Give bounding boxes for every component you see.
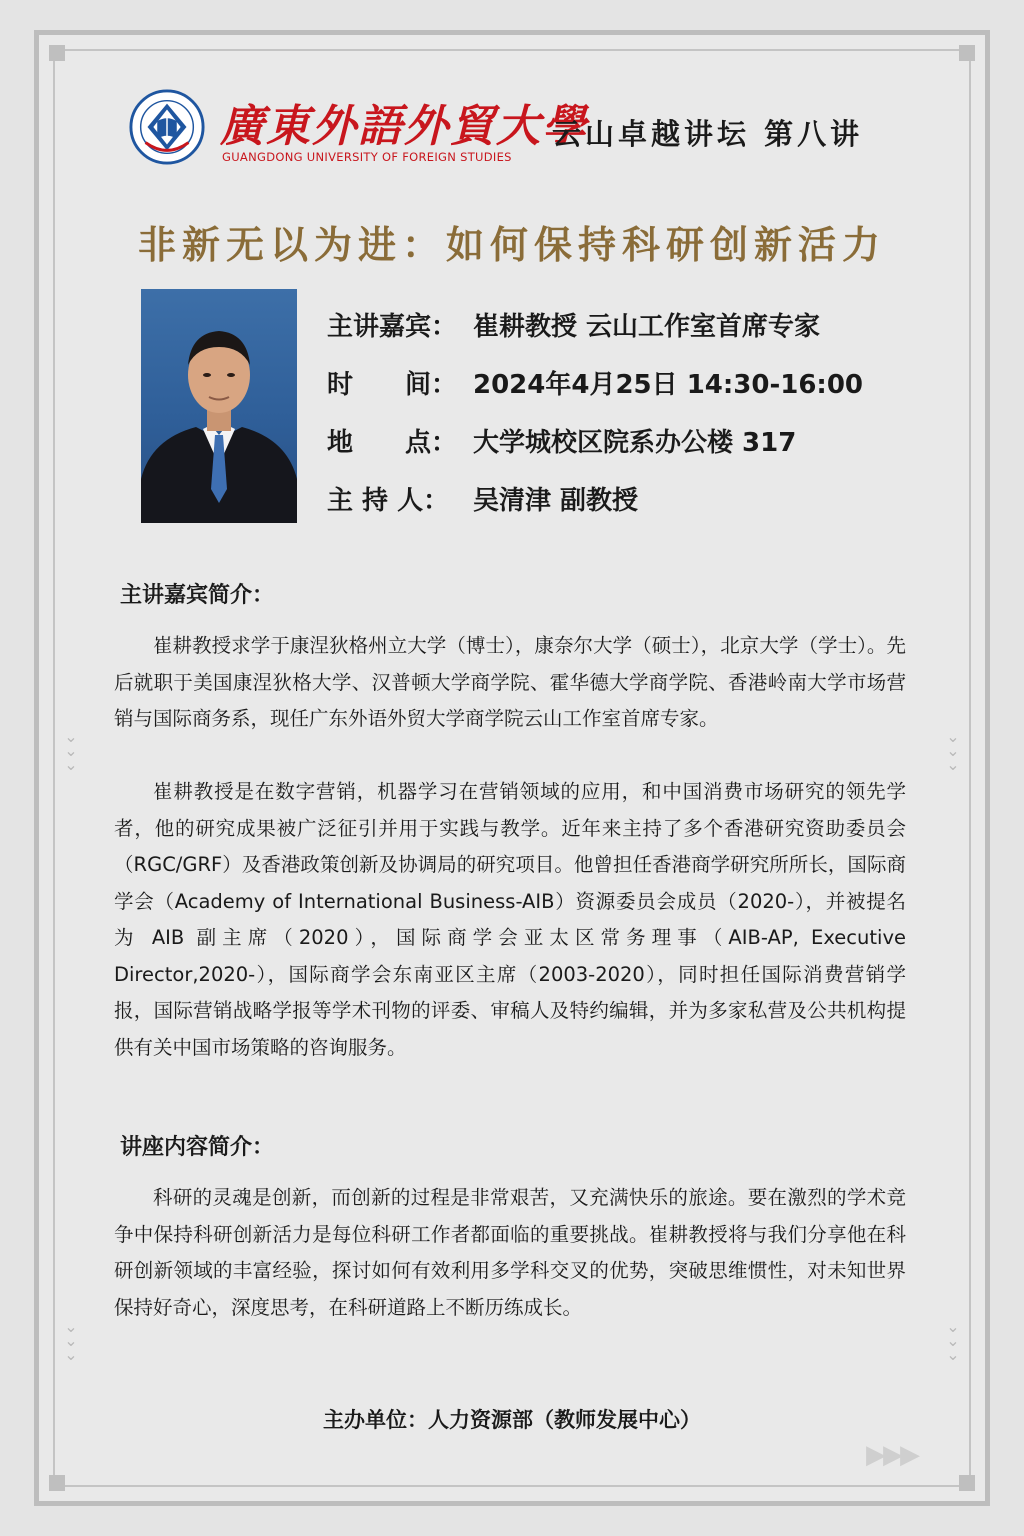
school-name-cn: 廣東外語外貿大學 <box>220 101 588 152</box>
host-row <box>327 480 863 538</box>
bio-paragraph-1: 崔耕教授求学于康涅狄格州立大学（博士），康奈尔大学（硕士），北京大学（学士）。先后就职于美国康涅狄格大学、汉普顿大学商学院、霍华德大学商学院、香港岭南大学市场营销与国际商务系，现任广东外语外贸大学商学院云山工作室首席专家。 <box>114 634 906 730</box>
speaker-photo <box>141 289 297 523</box>
corner-ornament <box>959 1475 975 1491</box>
bio-paragraph-2: 崔耕教授是在数字营销，机器学习在营销领域的应用，和中国消费市场研究的领先学者，他的研究成果被广泛征引并用于实践与教学。近年来主持了多个香港研究资助委员会（RGC/GRF）及香港政策创新及协调局的研究项目。他曾担任香港商学研究所所长，国际商学会（Academy of International Business-AIB）资源委员会成员（2020-），并被提名为 AIB 副主席（2020），国际商学会亚太区常务理事（AIB-AP, Executive Director,2020-），国际商学会东南亚区主席（2003-2020），同时担任国际消费营销学报，国际营销战略学报等学术刊物的评委、审稿人及特约编辑，并为多家私营及公共机构提供有关中国市场策略的咨询服务。 <box>114 780 906 1059</box>
speaker-row <box>327 306 863 364</box>
host-value: 吴清津 副教授 <box>473 486 639 516</box>
chevron-down-icon: ⌄ ⌄ ⌄ <box>946 1317 960 1364</box>
corner-ornament <box>959 45 975 61</box>
lecture-heading: 讲座内容简介： <box>120 1135 275 1160</box>
time-label: 时 间： <box>327 370 458 400</box>
speaker-label: 主讲嘉宾： <box>327 312 458 342</box>
time-value: 2024年4月25日 14:30-16:00 <box>473 370 864 400</box>
university-logo <box>128 84 588 168</box>
place-row <box>327 422 863 480</box>
organizer: 主办单位：人力资源部（教师发展中心） <box>323 1408 701 1432</box>
event-info <box>327 306 863 538</box>
school-name-en: GUANGDONG UNIVERSITY OF FOREIGN STUDIES <box>222 150 512 164</box>
chevron-down-icon: ⌄ ⌄ ⌄ <box>946 727 960 774</box>
speaker-portrait-icon <box>141 289 297 523</box>
place-value: 大学城校区院系办公楼 317 <box>473 428 797 458</box>
corner-ornament <box>49 45 65 61</box>
corner-ornament <box>49 1475 65 1491</box>
lecture-paragraph: 科研的灵魂是创新，而创新的过程是非常艰苦，又充满快乐的旅途。要在激烈的学术竞争中保持科研创新活力是每位科研工作者都面临的重要挑战。崔耕教授将与我们分享他在科研创新领域的丰富经验，探讨如何有效利用多学科交叉的优势，突破思维惯性，对未知世界保持好奇心，深度思考，在科研道路上不断历练成长。 <box>114 1186 906 1319</box>
place-label: 地 点： <box>327 428 458 458</box>
university-emblem-icon <box>128 88 206 166</box>
host-label: 主 持 人： <box>327 486 450 516</box>
bio-heading: 主讲嘉宾简介： <box>120 583 275 608</box>
chevron-down-icon: ⌄ ⌄ ⌄ <box>64 727 78 774</box>
lecture-series: 云山卓越讲坛 第八讲 <box>552 117 864 151</box>
triple-arrow-icon: ▶▶▶ <box>866 1440 917 1470</box>
page-title: 非新无以为进：如何保持科研创新活力 <box>137 222 886 267</box>
speaker-value: 崔耕教授 云山工作室首席专家 <box>473 312 821 342</box>
chevron-down-icon: ⌄ ⌄ ⌄ <box>64 1317 78 1364</box>
time-row <box>327 364 863 422</box>
